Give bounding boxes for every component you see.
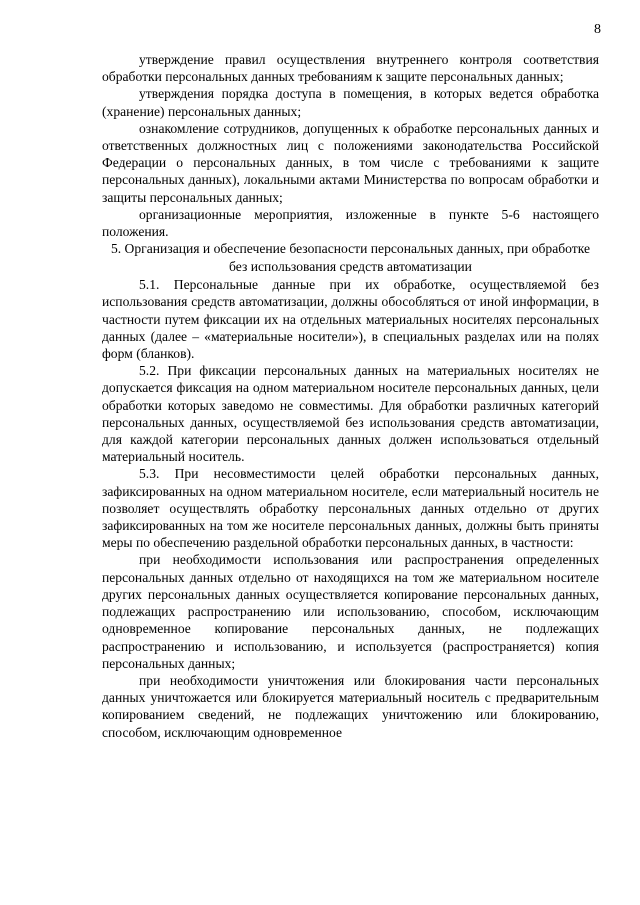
paragraph-destruction-measure: при необходимости уничтожения или блокирования части персональных данных уничтожается или блокируется материальный носитель с предварительным копированием сведений, не подлежащих уничтожению или блокированию, способом, исключающим одновременное [102, 672, 599, 740]
paragraph-organizational-measures: организационные мероприятия, изложенные в пункте 5-6 настоящего положения. [102, 206, 599, 240]
document-body [102, 51, 599, 741]
paragraph-copying-measure: при необходимости использования или распространения определенных персональных данных отдельно от находящихся на том же материальном носителе других персональных данных осуществляется копирование персональных данных, подлежащих распространению или использованию, способом, исключающим одновременное копирование персональных данных, не подлежащих распространению и использованию, и используется (распространяется) копия персональных данных; [102, 552, 599, 671]
paragraph-staff-familiarization: ознакомление сотрудников, допущенных к обработке персональных данных и ответственных должностных лиц с положениями законодательства Российской Федерации о персональных данных, в том числе с требованиями к защите персональных данных), локальными актами Министерства по вопросам обработки и защиты персональных данных; [102, 120, 599, 205]
paragraph-5-3: 5.3. При несовместимости целей обработки персональных данных, зафиксированных на одном материальном носителе, если материальный носитель не позволяет осуществлять обработку персональных данных отдельно от других зафиксированных на том же носителе персональных данных, должны быть приняты меры по обеспечению раздельной обработки персональных данных, в частности: [102, 466, 599, 551]
paragraph-5-1: 5.1. Персональные данные при их обработке, осуществляемой без использования средств автоматизации, должны обособляться от иной информации, в частности путем фиксации их на отдельных материальных носителях персональных данных (далее – «материальные носители»), в специальных разделах или на полях форм (бланков). [102, 277, 599, 362]
paragraph-internal-control: утверждение правил осуществления внутреннего контроля соответствия обработки персональных данных требованиям к защите персональных данных; [102, 52, 599, 85]
section-heading: 5. Организация и обеспечение безопасности персональных данных, при обработке без использования средств автоматизации [110, 241, 591, 275]
paragraph-5-2: 5.2. При фиксации персональных данных на материальных носителях не допускается фиксация на одном материальном носителе персональных данных, цели обработки которых заведомо не совместимы. Для обработки различных категорий персональных данных, осуществляемой без использования средств автоматизации, для каждой категории персональных данных должен использоваться отдельный материальный носитель. [102, 363, 599, 465]
paragraph-access-procedure: утверждения порядка доступа в помещения, в которых ведется обработка (хранение) персональных данных; [102, 86, 599, 119]
page-number: 8 [594, 22, 601, 37]
